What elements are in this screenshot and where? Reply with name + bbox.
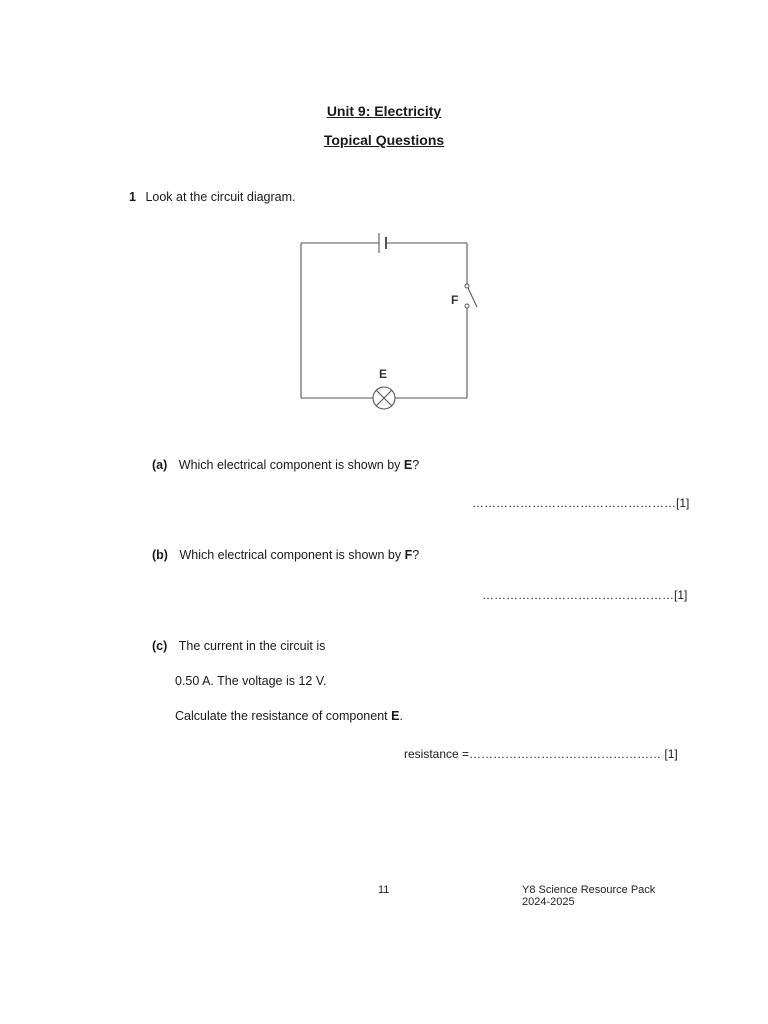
footer-year: 2024-2025 bbox=[522, 896, 575, 908]
part-a-answer-line[interactable]: ……………………………………………[1] bbox=[472, 496, 690, 510]
lamp-label: E bbox=[379, 367, 388, 381]
part-c-period: . bbox=[399, 709, 403, 723]
question-prompt: Look at the circuit diagram. bbox=[145, 190, 296, 204]
part-b-text: Which electrical component is shown by bbox=[179, 548, 405, 562]
part-a-ref: E bbox=[403, 458, 413, 472]
part-a-text: Which electrical component is shown by bbox=[178, 458, 404, 472]
part-c-ref: E bbox=[391, 709, 400, 723]
part-c-answer bbox=[404, 747, 678, 761]
resistance-label: resistance = bbox=[404, 747, 470, 761]
footer-resource bbox=[522, 884, 655, 908]
part-a-question bbox=[152, 458, 419, 472]
part-b-question bbox=[152, 548, 419, 562]
question-1 bbox=[129, 190, 296, 204]
switch-terminal-bottom bbox=[465, 304, 469, 308]
part-c-answer-line[interactable]: ………………………………………… [1] bbox=[469, 747, 678, 761]
switch-lever bbox=[468, 288, 477, 307]
part-c-line2: 0.50 A. The voltage is 12 V. bbox=[175, 674, 327, 688]
page-title: Unit 9: Electricity bbox=[326, 103, 442, 119]
part-c-line1: The current in the circuit is bbox=[178, 639, 326, 653]
part-a-label: (a) bbox=[152, 458, 168, 472]
page-subtitle: Topical Questions bbox=[323, 132, 445, 148]
question-number: 1 bbox=[129, 190, 136, 204]
footer-resource-title: Y8 Science Resource Pack bbox=[522, 884, 656, 896]
switch-label: F bbox=[451, 293, 459, 307]
part-c-line3 bbox=[175, 709, 403, 723]
switch-terminal-top bbox=[465, 284, 469, 288]
circuit-diagram bbox=[290, 225, 490, 415]
part-a-qmark: ? bbox=[412, 458, 420, 472]
part-b-ref: F bbox=[404, 548, 413, 562]
part-b-qmark: ? bbox=[412, 548, 420, 562]
part-c-line3-text: Calculate the resistance of component bbox=[175, 709, 392, 723]
part-c-question bbox=[152, 639, 325, 653]
part-c-label: (c) bbox=[152, 639, 168, 653]
page-number: 11 bbox=[378, 884, 390, 896]
part-b-answer-line[interactable]: …………………………………………[1] bbox=[482, 588, 688, 602]
part-b-label: (b) bbox=[152, 548, 168, 562]
